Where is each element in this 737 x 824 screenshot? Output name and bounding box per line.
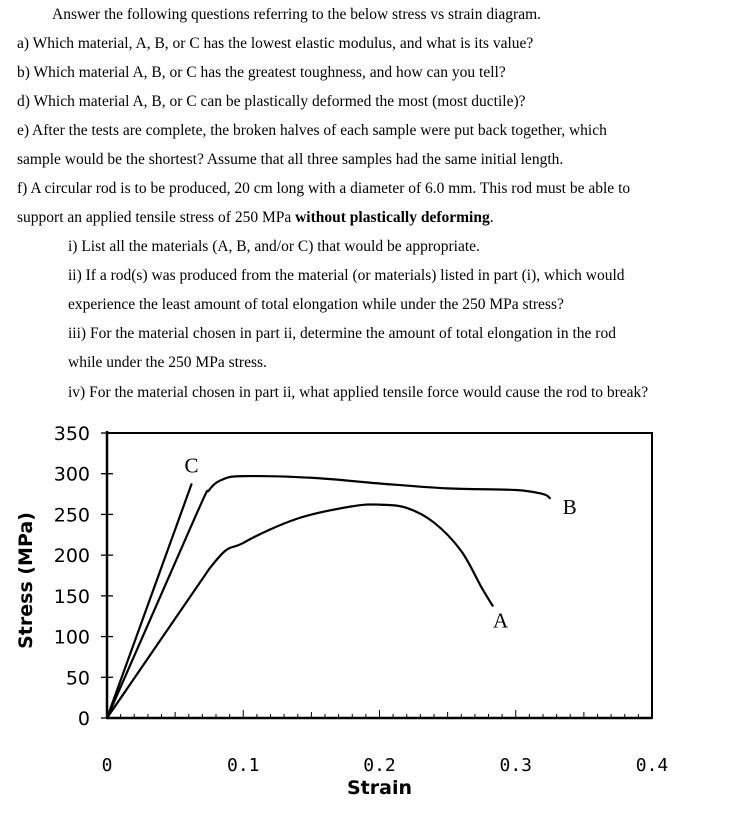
- question-f-line2-text: support an applied tensile stress of 250 MPa: [17, 209, 296, 226]
- y-tick-label: 200: [53, 545, 90, 568]
- question-e-line2: sample would be the shortest? Assume that all three samples had the same initial length.: [17, 151, 564, 168]
- series-a-label: A: [493, 608, 509, 633]
- question-b: b) Which material A, B, or C has the greatest toughness, and how can you tell?: [17, 64, 506, 81]
- question-d: d) Which material A, B, or C can be plastically deformed the most (most ductile)?: [17, 93, 526, 110]
- series-b-line: [107, 476, 550, 718]
- x-tick-label: 0.4: [635, 755, 669, 776]
- question-f-emphasis: without plastically deforming: [295, 209, 490, 226]
- question-intro: Answer the following questions referring to the below stress vs strain diagram.: [52, 6, 542, 23]
- y-tick-label: 250: [53, 504, 90, 527]
- question-f-iii-line2: while under the 250 MPa stress.: [68, 354, 267, 371]
- y-tick-label: 100: [53, 626, 90, 649]
- y-tick-label: 350: [53, 423, 90, 445]
- y-tick-label: 150: [53, 585, 90, 608]
- data-series: [107, 453, 577, 718]
- question-e-line1: e) After the tests are complete, the broken halves of each sample were put back together, which: [17, 122, 607, 139]
- question-f-line1: f) A circular rod is to be produced, 20 cm long with a diameter of 6.0 mm. This rod must be able to: [17, 180, 631, 197]
- series-c-line: [107, 484, 191, 718]
- question-a: a) Which material, A, B, or C has the lowest elastic modulus, and what is its value?: [17, 35, 534, 52]
- series-a-line: [107, 504, 493, 718]
- x-axis-label: Strain: [347, 777, 412, 799]
- question-f-ii-line1: ii) If a rod(s) was produced from the material (or materials) listed in part (i), which would: [68, 267, 625, 284]
- x-tick-label: 0.2: [363, 755, 396, 776]
- y-tick-label: 300: [53, 463, 90, 486]
- question-f-line2-end: .: [489, 209, 494, 226]
- question-f-iii-line1: iii) For the material chosen in part ii, determine the amount of total elongation in the rod: [68, 325, 616, 342]
- x-tick-label: 0: [101, 755, 113, 776]
- series-c-label: C: [184, 453, 199, 478]
- axis-ticks: [54, 423, 669, 776]
- x-tick-label: 0.1: [226, 755, 260, 776]
- question-f-i: i) List all the materials (A, B, and/or C) that would be appropriate.: [68, 238, 480, 255]
- y-tick-label: 50: [65, 667, 90, 690]
- y-tick-label: 0: [77, 708, 90, 730]
- question-f-ii-line2: experience the least amount of total elongation while under the 250 MPa stress?: [68, 296, 564, 313]
- question-f-iv: iv) For the material chosen in part ii, what applied tensile force would cause the rod to break?: [68, 384, 649, 401]
- x-tick-label: 0.3: [499, 755, 533, 776]
- series-b-label: B: [562, 495, 577, 520]
- y-axis-label: Stress (MPa): [15, 512, 37, 649]
